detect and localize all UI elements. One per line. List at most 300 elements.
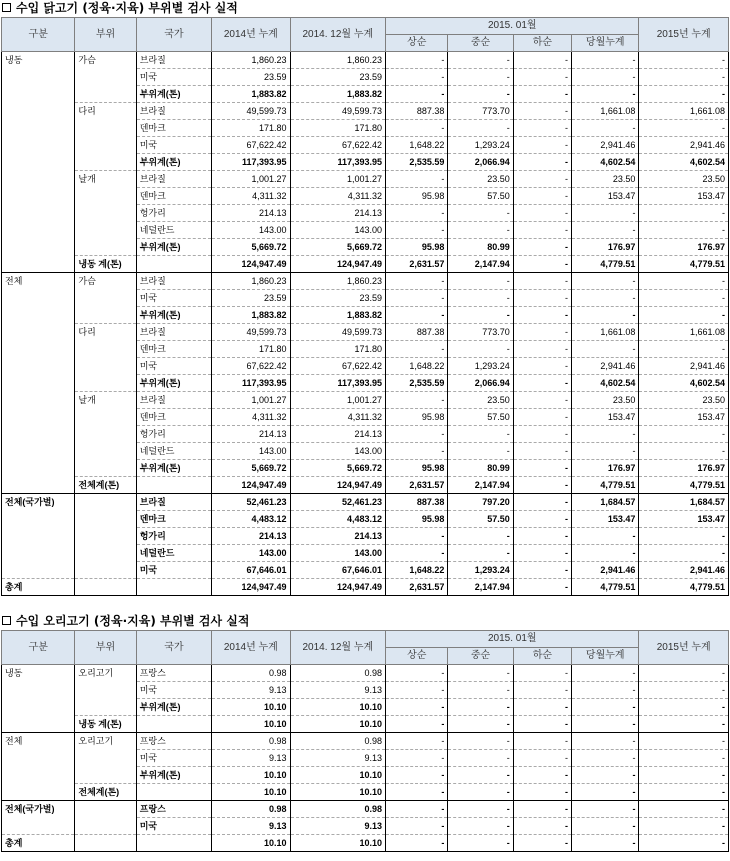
cell-total-2015: - bbox=[639, 784, 729, 801]
table-row bbox=[2, 460, 729, 477]
cell-total-2014: 214.13 bbox=[212, 205, 290, 222]
cell-country: 프랑스 bbox=[136, 733, 211, 750]
cell-part bbox=[75, 818, 136, 835]
cell-mid: - bbox=[448, 443, 513, 460]
cell-total-2015: 4,779.51 bbox=[639, 256, 729, 273]
cell-part bbox=[75, 341, 136, 358]
cell-division bbox=[2, 392, 75, 409]
cell-division bbox=[2, 205, 75, 222]
cell-month-total: - bbox=[572, 818, 639, 835]
cell-mid: - bbox=[448, 682, 513, 699]
cell-late: - bbox=[513, 750, 571, 767]
cell-mid: - bbox=[448, 528, 513, 545]
cell-part bbox=[75, 443, 136, 460]
cell-division bbox=[2, 784, 75, 801]
cell-division bbox=[2, 358, 75, 375]
table-row bbox=[2, 239, 729, 256]
cell-total-2014: 4,483.12 bbox=[212, 511, 290, 528]
cell-part: 가슴 bbox=[75, 273, 136, 290]
table-row bbox=[2, 750, 729, 767]
cell-mid: - bbox=[448, 86, 513, 103]
cell-part: 날개 bbox=[75, 392, 136, 409]
cell-total-2015: 1,684.57 bbox=[639, 494, 729, 511]
cell-division bbox=[2, 154, 75, 171]
cell-division bbox=[2, 188, 75, 205]
cell-country: 부위계(톤) bbox=[136, 154, 211, 171]
cell-mid: 23.50 bbox=[448, 392, 513, 409]
cell-total-2014: 52,461.23 bbox=[212, 494, 290, 511]
cell-month-total: - bbox=[572, 801, 639, 818]
table-row bbox=[2, 205, 729, 222]
cell-mid: - bbox=[448, 818, 513, 835]
cell-total-dec-2014: 0.98 bbox=[290, 733, 386, 750]
cell-month-total: - bbox=[572, 784, 639, 801]
table-row bbox=[2, 52, 729, 69]
cell-division bbox=[2, 86, 75, 103]
square-bullet-icon bbox=[2, 616, 11, 625]
cell-month-total: 153.47 bbox=[572, 409, 639, 426]
table-row bbox=[2, 358, 729, 375]
cell-mid: 2,066.94 bbox=[448, 154, 513, 171]
cell-early: - bbox=[386, 443, 448, 460]
cell-part bbox=[75, 528, 136, 545]
cell-total-2015: 153.47 bbox=[639, 188, 729, 205]
cell-total-2015: - bbox=[639, 835, 729, 852]
header-early: 상순 bbox=[386, 648, 448, 665]
cell-part bbox=[75, 290, 136, 307]
header-division: 구분 bbox=[2, 631, 75, 665]
cell-total-2014: 0.98 bbox=[212, 801, 290, 818]
cell-late: - bbox=[513, 767, 571, 784]
cell-division bbox=[2, 426, 75, 443]
cell-country: 부위계(톤) bbox=[136, 307, 211, 324]
cell-country: 네덜란드 bbox=[136, 545, 211, 562]
cell-division bbox=[2, 545, 75, 562]
cell-mid: 2,147.94 bbox=[448, 256, 513, 273]
table-row bbox=[2, 528, 729, 545]
cell-month-total: - bbox=[572, 426, 639, 443]
cell-total-dec-2014: 5,669.72 bbox=[290, 239, 386, 256]
cell-early: - bbox=[386, 818, 448, 835]
cell-early: - bbox=[386, 341, 448, 358]
cell-month-total: - bbox=[572, 443, 639, 460]
table-row bbox=[2, 375, 729, 392]
cell-total-dec-2014: 4,311.32 bbox=[290, 409, 386, 426]
cell-month-total: - bbox=[572, 682, 639, 699]
cell-month-total: 23.50 bbox=[572, 171, 639, 188]
cell-early: - bbox=[386, 69, 448, 86]
cell-total-dec-2014: 117,393.95 bbox=[290, 154, 386, 171]
header-month-total: 당월누계 bbox=[572, 35, 639, 52]
cell-total-2015: 4,602.54 bbox=[639, 375, 729, 392]
cell-total-dec-2014: 10.10 bbox=[290, 699, 386, 716]
cell-part bbox=[75, 154, 136, 171]
cell-late: - bbox=[513, 511, 571, 528]
cell-country: 프랑스 bbox=[136, 665, 211, 682]
cell-division bbox=[2, 290, 75, 307]
chicken-title: 수입 닭고기 (정육·지육) 부위별 검사 실적 bbox=[0, 0, 730, 17]
cell-late: - bbox=[513, 528, 571, 545]
header-month: 2015. 01월 bbox=[386, 631, 639, 648]
table-row bbox=[2, 818, 729, 835]
table-row bbox=[2, 409, 729, 426]
cell-total-dec-2014: 171.80 bbox=[290, 120, 386, 137]
table-row bbox=[2, 307, 729, 324]
cell-late: - bbox=[513, 545, 571, 562]
table-row bbox=[2, 477, 729, 494]
cell-part bbox=[75, 767, 136, 784]
cell-total-2014: 117,393.95 bbox=[212, 375, 290, 392]
cell-late: - bbox=[513, 154, 571, 171]
table-row bbox=[2, 154, 729, 171]
cell-division bbox=[2, 460, 75, 477]
cell-total-2014: 1,860.23 bbox=[212, 273, 290, 290]
cell-late: - bbox=[513, 256, 571, 273]
cell-early: 1,648.22 bbox=[386, 137, 448, 154]
cell-division bbox=[2, 477, 75, 494]
cell-total-2014: 23.59 bbox=[212, 69, 290, 86]
cell-mid: 2,147.94 bbox=[448, 477, 513, 494]
cell-division bbox=[2, 307, 75, 324]
cell-month-total: - bbox=[572, 205, 639, 222]
cell-total-2014: 124,947.49 bbox=[212, 579, 290, 596]
cell-late: - bbox=[513, 818, 571, 835]
cell-month-total: 2,941.46 bbox=[572, 137, 639, 154]
cell-month-total: - bbox=[572, 222, 639, 239]
cell-part bbox=[75, 375, 136, 392]
cell-division bbox=[2, 69, 75, 86]
cell-part bbox=[75, 682, 136, 699]
header-division: 구분 bbox=[2, 18, 75, 52]
cell-total-2015: - bbox=[639, 86, 729, 103]
cell-total-2014: 124,947.49 bbox=[212, 256, 290, 273]
cell-total-dec-2014: 23.59 bbox=[290, 69, 386, 86]
header-mid: 중순 bbox=[448, 35, 513, 52]
cell-month-total: - bbox=[572, 528, 639, 545]
cell-month-total: 153.47 bbox=[572, 188, 639, 205]
duck-section bbox=[0, 613, 730, 852]
table-row bbox=[2, 511, 729, 528]
header-late: 하순 bbox=[513, 35, 571, 52]
cell-part: 오리고기 bbox=[75, 665, 136, 682]
cell-division bbox=[2, 682, 75, 699]
cell-early: - bbox=[386, 733, 448, 750]
cell-total-dec-2014: 10.10 bbox=[290, 784, 386, 801]
cell-division bbox=[2, 528, 75, 545]
cell-mid: 1,293.24 bbox=[448, 562, 513, 579]
cell-late: - bbox=[513, 801, 571, 818]
cell-month-total: - bbox=[572, 307, 639, 324]
cell-division bbox=[2, 222, 75, 239]
header-part: 부위 bbox=[75, 18, 136, 52]
cell-early: 95.98 bbox=[386, 239, 448, 256]
cell-mid: - bbox=[448, 801, 513, 818]
cell-total-2015: 23.50 bbox=[639, 392, 729, 409]
cell-division bbox=[2, 409, 75, 426]
cell-division: 전체 bbox=[2, 733, 75, 750]
chicken-body bbox=[2, 52, 729, 596]
cell-total-2015: - bbox=[639, 801, 729, 818]
cell-mid: - bbox=[448, 307, 513, 324]
cell-total-2015: - bbox=[639, 273, 729, 290]
cell-total-dec-2014: 0.98 bbox=[290, 665, 386, 682]
cell-total-2015: - bbox=[639, 341, 729, 358]
cell-early: - bbox=[386, 86, 448, 103]
cell-early: - bbox=[386, 699, 448, 716]
cell-month-total: 23.50 bbox=[572, 392, 639, 409]
cell-early: 95.98 bbox=[386, 460, 448, 477]
cell-country: 미국 bbox=[136, 750, 211, 767]
cell-country: 미국 bbox=[136, 290, 211, 307]
cell-early: - bbox=[386, 205, 448, 222]
cell-country: 부위계(톤) bbox=[136, 699, 211, 716]
table-row bbox=[2, 784, 729, 801]
header-2014-total: 2014년 누계 bbox=[212, 18, 290, 52]
cell-total-2015: - bbox=[639, 750, 729, 767]
cell-part bbox=[75, 750, 136, 767]
cell-month-total: - bbox=[572, 273, 639, 290]
cell-part: 오리고기 bbox=[75, 733, 136, 750]
cell-late: - bbox=[513, 205, 571, 222]
table-row bbox=[2, 562, 729, 579]
cell-total-dec-2014: 143.00 bbox=[290, 545, 386, 562]
cell-country: 프랑스 bbox=[136, 801, 211, 818]
cell-part bbox=[75, 460, 136, 477]
chicken-table bbox=[1, 17, 729, 596]
cell-country: 덴마크 bbox=[136, 511, 211, 528]
cell-part bbox=[75, 409, 136, 426]
cell-total-2014: 10.10 bbox=[212, 784, 290, 801]
cell-total-2014: 49,599.73 bbox=[212, 324, 290, 341]
cell-total-dec-2014: 67,646.01 bbox=[290, 562, 386, 579]
cell-total-2015: - bbox=[639, 426, 729, 443]
cell-total-2015: - bbox=[639, 443, 729, 460]
cell-total-2015: - bbox=[639, 818, 729, 835]
cell-mid: 797.20 bbox=[448, 494, 513, 511]
cell-total-2015: - bbox=[639, 699, 729, 716]
table-row bbox=[2, 256, 729, 273]
cell-total-dec-2014: 1,883.82 bbox=[290, 307, 386, 324]
cell-country: 부위계(톤) bbox=[136, 86, 211, 103]
cell-month-total: - bbox=[572, 716, 639, 733]
cell-total-2015: 23.50 bbox=[639, 171, 729, 188]
table-row bbox=[2, 579, 729, 596]
cell-late: - bbox=[513, 171, 571, 188]
cell-country: 미국 bbox=[136, 562, 211, 579]
cell-total-2015: 1,661.08 bbox=[639, 324, 729, 341]
cell-division bbox=[2, 443, 75, 460]
cell-month-total: 4,779.51 bbox=[572, 579, 639, 596]
cell-month-total: - bbox=[572, 750, 639, 767]
cell-total-2015: - bbox=[639, 222, 729, 239]
cell-total-2014: 4,311.32 bbox=[212, 188, 290, 205]
chicken-header bbox=[2, 18, 729, 52]
cell-country bbox=[136, 835, 211, 852]
cell-late: - bbox=[513, 375, 571, 392]
cell-total-2014: 171.80 bbox=[212, 120, 290, 137]
cell-early: 1,648.22 bbox=[386, 358, 448, 375]
header-2015-total: 2015년 누계 bbox=[639, 631, 729, 665]
table-row bbox=[2, 767, 729, 784]
cell-division bbox=[2, 137, 75, 154]
cell-part: 다리 bbox=[75, 103, 136, 120]
cell-part bbox=[75, 511, 136, 528]
cell-total-2015: 2,941.46 bbox=[639, 562, 729, 579]
section-gap bbox=[0, 596, 730, 613]
cell-early: - bbox=[386, 392, 448, 409]
cell-division bbox=[2, 818, 75, 835]
cell-total-2014: 4,311.32 bbox=[212, 409, 290, 426]
cell-month-total: - bbox=[572, 699, 639, 716]
cell-total-2015: 153.47 bbox=[639, 409, 729, 426]
cell-total-dec-2014: 9.13 bbox=[290, 750, 386, 767]
cell-total-dec-2014: 0.98 bbox=[290, 801, 386, 818]
cell-month-total: - bbox=[572, 341, 639, 358]
cell-total-2014: 9.13 bbox=[212, 682, 290, 699]
cell-part bbox=[75, 239, 136, 256]
cell-total-dec-2014: 124,947.49 bbox=[290, 477, 386, 494]
cell-early: - bbox=[386, 52, 448, 69]
cell-early: - bbox=[386, 682, 448, 699]
cell-early: 887.38 bbox=[386, 103, 448, 120]
cell-country bbox=[136, 784, 211, 801]
cell-country: 미국 bbox=[136, 137, 211, 154]
cell-total-2015: 4,779.51 bbox=[639, 477, 729, 494]
cell-division: 총계 bbox=[2, 579, 75, 596]
cell-early: - bbox=[386, 290, 448, 307]
cell-late: - bbox=[513, 579, 571, 596]
cell-late: - bbox=[513, 494, 571, 511]
cell-total-dec-2014: 10.10 bbox=[290, 767, 386, 784]
cell-month-total: 1,661.08 bbox=[572, 324, 639, 341]
table-row bbox=[2, 699, 729, 716]
cell-mid: - bbox=[448, 665, 513, 682]
cell-late: - bbox=[513, 239, 571, 256]
cell-total-2015: - bbox=[639, 733, 729, 750]
cell-mid: 57.50 bbox=[448, 409, 513, 426]
cell-early: - bbox=[386, 750, 448, 767]
cell-mid: 1,293.24 bbox=[448, 137, 513, 154]
cell-late: - bbox=[513, 69, 571, 86]
cell-total-2015: 176.97 bbox=[639, 460, 729, 477]
cell-total-dec-2014: 124,947.49 bbox=[290, 579, 386, 596]
header-mid: 중순 bbox=[448, 648, 513, 665]
cell-early: 95.98 bbox=[386, 409, 448, 426]
cell-part bbox=[75, 86, 136, 103]
cell-late: - bbox=[513, 324, 571, 341]
cell-total-2015: - bbox=[639, 307, 729, 324]
cell-division bbox=[2, 699, 75, 716]
cell-late: - bbox=[513, 188, 571, 205]
cell-division: 전체 bbox=[2, 273, 75, 290]
cell-country: 미국 bbox=[136, 69, 211, 86]
cell-total-2014: 1,883.82 bbox=[212, 86, 290, 103]
cell-total-dec-2014: 143.00 bbox=[290, 222, 386, 239]
cell-month-total: 4,602.54 bbox=[572, 375, 639, 392]
cell-total-2015: - bbox=[639, 682, 729, 699]
table-row bbox=[2, 443, 729, 460]
cell-early: - bbox=[386, 528, 448, 545]
cell-total-2014: 1,860.23 bbox=[212, 52, 290, 69]
cell-total-2014: 214.13 bbox=[212, 528, 290, 545]
cell-month-total: 4,779.51 bbox=[572, 477, 639, 494]
cell-early: - bbox=[386, 307, 448, 324]
cell-mid: - bbox=[448, 341, 513, 358]
cell-division bbox=[2, 341, 75, 358]
cell-total-2015: - bbox=[639, 716, 729, 733]
cell-mid: - bbox=[448, 784, 513, 801]
cell-country: 브라질 bbox=[136, 392, 211, 409]
cell-mid: - bbox=[448, 426, 513, 443]
cell-total-2014: 10.10 bbox=[212, 767, 290, 784]
cell-division bbox=[2, 103, 75, 120]
cell-late: - bbox=[513, 665, 571, 682]
cell-total-2015: 4,779.51 bbox=[639, 579, 729, 596]
cell-early: - bbox=[386, 801, 448, 818]
cell-division bbox=[2, 256, 75, 273]
cell-early: - bbox=[386, 716, 448, 733]
cell-country: 브라질 bbox=[136, 52, 211, 69]
cell-early: - bbox=[386, 767, 448, 784]
cell-total-dec-2014: 4,311.32 bbox=[290, 188, 386, 205]
cell-mid: 773.70 bbox=[448, 324, 513, 341]
cell-country bbox=[136, 579, 211, 596]
header-2015-total: 2015년 누계 bbox=[639, 18, 729, 52]
cell-early: - bbox=[386, 273, 448, 290]
cell-early: - bbox=[386, 171, 448, 188]
cell-month-total: 176.97 bbox=[572, 460, 639, 477]
cell-mid: 773.70 bbox=[448, 103, 513, 120]
cell-early: - bbox=[386, 222, 448, 239]
cell-late: - bbox=[513, 682, 571, 699]
table-row bbox=[2, 665, 729, 682]
cell-month-total: 176.97 bbox=[572, 239, 639, 256]
cell-part bbox=[75, 358, 136, 375]
header-2014-total: 2014년 누계 bbox=[212, 631, 290, 665]
cell-total-dec-2014: 214.13 bbox=[290, 528, 386, 545]
cell-total-2015: - bbox=[639, 767, 729, 784]
cell-early: 95.98 bbox=[386, 511, 448, 528]
cell-early: 887.38 bbox=[386, 324, 448, 341]
cell-total-2014: 67,622.42 bbox=[212, 137, 290, 154]
table-row bbox=[2, 426, 729, 443]
cell-total-2014: 1,001.27 bbox=[212, 392, 290, 409]
cell-total-dec-2014: 9.13 bbox=[290, 818, 386, 835]
cell-mid: 1,293.24 bbox=[448, 358, 513, 375]
cell-total-2014: 10.10 bbox=[212, 835, 290, 852]
cell-total-2015: - bbox=[639, 290, 729, 307]
cell-total-2014: 10.10 bbox=[212, 699, 290, 716]
cell-country: 브라질 bbox=[136, 324, 211, 341]
cell-part bbox=[75, 579, 136, 596]
cell-total-2015: - bbox=[639, 52, 729, 69]
cell-part bbox=[75, 307, 136, 324]
cell-mid: 23.50 bbox=[448, 171, 513, 188]
cell-part: 전체계(톤) bbox=[75, 477, 136, 494]
cell-total-dec-2014: 117,393.95 bbox=[290, 375, 386, 392]
cell-total-2015: - bbox=[639, 205, 729, 222]
cell-early: 2,631.57 bbox=[386, 579, 448, 596]
table-row bbox=[2, 341, 729, 358]
cell-late: - bbox=[513, 426, 571, 443]
cell-early: - bbox=[386, 835, 448, 852]
cell-mid: 57.50 bbox=[448, 188, 513, 205]
cell-part: 가슴 bbox=[75, 52, 136, 69]
cell-month-total: 153.47 bbox=[572, 511, 639, 528]
cell-total-2015: - bbox=[639, 120, 729, 137]
cell-part bbox=[75, 120, 136, 137]
cell-division bbox=[2, 511, 75, 528]
